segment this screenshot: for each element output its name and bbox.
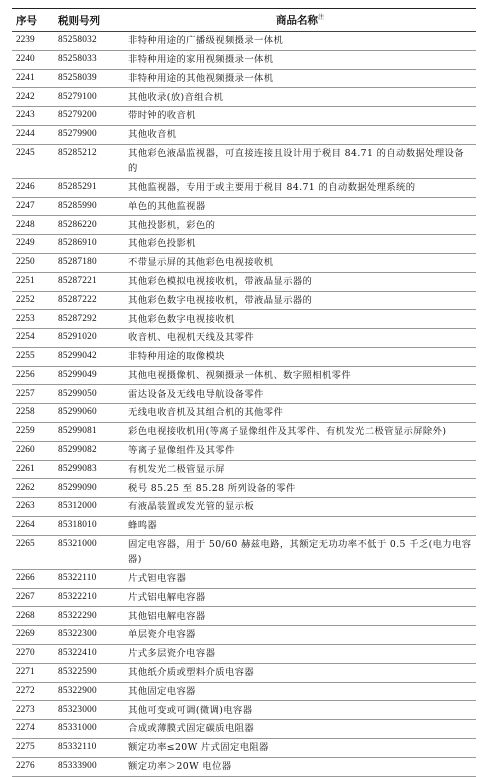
product-name-cell: 有液晶装置或发光管的显示板 — [124, 498, 476, 517]
table-row — [12, 32, 476, 51]
table-row — [12, 69, 476, 88]
serial-number-cell: 2273 — [12, 701, 54, 720]
table-row — [12, 310, 476, 329]
table-body — [12, 32, 476, 777]
serial-number-cell: 2244 — [12, 125, 54, 144]
product-name-cell: 其他固定电容器 — [124, 682, 476, 701]
serial-number-cell: 2263 — [12, 498, 54, 517]
product-name-cell: 非特种用途的家用视频摄录一体机 — [124, 50, 476, 69]
tariff-code-cell: 85299042 — [54, 347, 124, 366]
table-row — [12, 607, 476, 626]
table-row — [12, 423, 476, 442]
product-name-cell: 其他彩色数字电视接收机，带液晶显示器的 — [124, 291, 476, 310]
serial-number-cell: 2249 — [12, 235, 54, 254]
table-row — [12, 50, 476, 69]
product-name-cell: 其他可变或可调(微调)电容器 — [124, 701, 476, 720]
tariff-code-cell: 85322410 — [54, 645, 124, 664]
table-row — [12, 516, 476, 535]
product-name-cell: 片式铝电解电容器 — [124, 588, 476, 607]
tariff-code-cell: 85322590 — [54, 663, 124, 682]
table-row — [12, 125, 476, 144]
tariff-code-cell: 85322210 — [54, 588, 124, 607]
serial-number-cell: 2265 — [12, 535, 54, 569]
table-row — [12, 738, 476, 757]
tariff-code-cell: 85333900 — [54, 757, 124, 776]
tariff-code-cell: 85258039 — [54, 69, 124, 88]
tariff-code-cell: 85331000 — [54, 720, 124, 739]
table-row — [12, 645, 476, 664]
serial-number-cell: 2252 — [12, 291, 54, 310]
product-name-cell: 额定功率＞20W 电位器 — [124, 757, 476, 776]
product-name-cell: 其他彩色投影机 — [124, 235, 476, 254]
table-row — [12, 197, 476, 216]
serial-number-cell: 2241 — [12, 69, 54, 88]
product-name-cell: 额定功率≤20W 片式固定电阻器 — [124, 738, 476, 757]
tariff-code-cell: 85299081 — [54, 423, 124, 442]
product-name-cell: 其他纸介质或塑料介质电容器 — [124, 663, 476, 682]
tariff-code-cell: 85258033 — [54, 50, 124, 69]
table-header-row — [12, 9, 476, 32]
tariff-code-cell: 85287180 — [54, 254, 124, 273]
product-name-cell: 其他收录(放)音组合机 — [124, 88, 476, 107]
table-row — [12, 347, 476, 366]
table-row — [12, 569, 476, 588]
table-row — [12, 460, 476, 479]
tariff-code-cell: 85299049 — [54, 366, 124, 385]
table-row — [12, 366, 476, 385]
serial-number-cell: 2256 — [12, 366, 54, 385]
table-row — [12, 441, 476, 460]
table-row — [12, 701, 476, 720]
product-name-cell: 其他监视器，专用于或主要用于税目 84.71 的自动数据处理系统的 — [124, 178, 476, 197]
serial-number-cell: 2268 — [12, 607, 54, 626]
product-name-cell: 收音机、电视机天线及其零件 — [124, 329, 476, 348]
tariff-code-cell: 85322110 — [54, 569, 124, 588]
tariff-code-cell: 85312000 — [54, 498, 124, 517]
serial-number-cell: 2262 — [12, 479, 54, 498]
product-name-cell: 其他投影机，彩色的 — [124, 216, 476, 235]
table-row — [12, 535, 476, 569]
table-row — [12, 404, 476, 423]
product-name-cell: 其他彩色模拟电视接收机，带液晶显示器的 — [124, 272, 476, 291]
product-name-cell: 其他彩色液晶监视器，可直接连接且设计用于税目 84.71 的自动数据处理设备的 — [124, 144, 476, 178]
tariff-code-cell: 85299050 — [54, 385, 124, 404]
table-row — [12, 107, 476, 126]
tariff-code-cell: 85279900 — [54, 125, 124, 144]
product-name-cell: 非特种用途的广播级视频摄录一体机 — [124, 32, 476, 51]
tariff-code-cell: 85285212 — [54, 144, 124, 178]
tariff-code-cell: 85291020 — [54, 329, 124, 348]
table-row — [12, 254, 476, 273]
table-row — [12, 144, 476, 178]
serial-number-cell: 2251 — [12, 272, 54, 291]
product-name-cell: 有机发光二极管显示屏 — [124, 460, 476, 479]
serial-number-cell: 2275 — [12, 738, 54, 757]
product-name-cell: 非特种用途的其他视频摄录一体机 — [124, 69, 476, 88]
tariff-code-cell: 85286220 — [54, 216, 124, 235]
product-name-cell: 税号 85.25 至 85.28 所列设备的零件 — [124, 479, 476, 498]
product-name-cell: 片式多层瓷介电容器 — [124, 645, 476, 664]
tariff-code-cell: 85279200 — [54, 107, 124, 126]
tariff-code-cell: 85318010 — [54, 516, 124, 535]
tariff-code-cell: 85299083 — [54, 460, 124, 479]
tariff-code-cell: 85287221 — [54, 272, 124, 291]
serial-number-cell: 2247 — [12, 197, 54, 216]
tariff-code-cell: 85321000 — [54, 535, 124, 569]
tariff-code-cell: 85286910 — [54, 235, 124, 254]
product-name-cell: 其他铝电解电容器 — [124, 607, 476, 626]
header-product-name — [124, 9, 476, 32]
serial-number-cell: 2253 — [12, 310, 54, 329]
table-row — [12, 385, 476, 404]
tariff-code-cell: 85285990 — [54, 197, 124, 216]
tariff-code-cell: 85285291 — [54, 178, 124, 197]
product-name-cell: 片式钽电容器 — [124, 569, 476, 588]
serial-number-cell: 2248 — [12, 216, 54, 235]
product-name-cell: 其他彩色数字电视接收机 — [124, 310, 476, 329]
tariff-code-cell: 85299082 — [54, 441, 124, 460]
product-name-cell: 单层瓷介电容器 — [124, 626, 476, 645]
serial-number-cell: 2254 — [12, 329, 54, 348]
tariff-code-cell: 85287292 — [54, 310, 124, 329]
serial-number-cell: 2255 — [12, 347, 54, 366]
product-name-cell: 雷达设备及无线电导航设备零件 — [124, 385, 476, 404]
product-name-cell: 其他收音机 — [124, 125, 476, 144]
tariff-code-cell: 85299060 — [54, 404, 124, 423]
serial-number-cell: 2239 — [12, 32, 54, 51]
table-row — [12, 291, 476, 310]
table-row — [12, 588, 476, 607]
table-row — [12, 479, 476, 498]
tariff-code-cell: 85287222 — [54, 291, 124, 310]
serial-number-cell: 2266 — [12, 569, 54, 588]
product-name-cell: 蜂鸣器 — [124, 516, 476, 535]
table-row — [12, 682, 476, 701]
product-name-cell: 其他电视摄像机、视频摄录一体机、数字照相机零件 — [124, 366, 476, 385]
table-row — [12, 88, 476, 107]
serial-number-cell: 2240 — [12, 50, 54, 69]
serial-number-cell: 2250 — [12, 254, 54, 273]
product-name-cell: 合成或薄膜式固定碳质电阻器 — [124, 720, 476, 739]
serial-number-cell: 2274 — [12, 720, 54, 739]
serial-number-cell: 2243 — [12, 107, 54, 126]
table-row — [12, 272, 476, 291]
product-name-cell: 彩色电视接收机用(等离子显像组件及其零件、有机发光二极管显示屏除外) — [124, 423, 476, 442]
tariff-code-cell: 85322290 — [54, 607, 124, 626]
product-name-cell: 非特种用途的取像模块 — [124, 347, 476, 366]
table-row — [12, 757, 476, 776]
serial-number-cell: 2260 — [12, 441, 54, 460]
table-row — [12, 178, 476, 197]
table-row — [12, 498, 476, 517]
tariff-code-cell: 85322900 — [54, 682, 124, 701]
serial-number-cell: 2264 — [12, 516, 54, 535]
serial-number-cell: 2242 — [12, 88, 54, 107]
serial-number-cell: 2272 — [12, 682, 54, 701]
serial-number-cell: 2258 — [12, 404, 54, 423]
table-row — [12, 329, 476, 348]
tariff-code-cell: 85322300 — [54, 626, 124, 645]
table-row — [12, 216, 476, 235]
serial-number-cell: 2267 — [12, 588, 54, 607]
tariff-table — [12, 8, 476, 777]
product-name-cell: 无线电收音机及其组合机的其他零件 — [124, 404, 476, 423]
serial-number-cell: 2246 — [12, 178, 54, 197]
tariff-code-cell: 85258032 — [54, 32, 124, 51]
serial-number-cell: 2270 — [12, 645, 54, 664]
serial-number-cell: 2259 — [12, 423, 54, 442]
tariff-list-page — [12, 8, 476, 777]
header-tariff-code: 税则号列 — [54, 9, 124, 32]
table-row — [12, 626, 476, 645]
product-name-cell: 单色的其他监视器 — [124, 197, 476, 216]
table-row — [12, 235, 476, 254]
serial-number-cell: 2261 — [12, 460, 54, 479]
serial-number-cell: 2245 — [12, 144, 54, 178]
tariff-code-cell: 85332110 — [54, 738, 124, 757]
serial-number-cell: 2269 — [12, 626, 54, 645]
header-product-name-label: 商品名称 — [275, 14, 318, 27]
tariff-code-cell: 85299090 — [54, 479, 124, 498]
table-row — [12, 720, 476, 739]
product-name-cell: 等离子显像组件及其零件 — [124, 441, 476, 460]
product-name-cell: 不带显示屏的其他彩色电视接收机 — [124, 254, 476, 273]
table-row — [12, 663, 476, 682]
serial-number-cell: 2257 — [12, 385, 54, 404]
tariff-code-cell: 85323000 — [54, 701, 124, 720]
serial-number-cell: 2271 — [12, 663, 54, 682]
tariff-code-cell: 85279100 — [54, 88, 124, 107]
product-name-cell: 固定电容器，用于 50/60 赫兹电路，其额定无功功率不低于 0.5 千乏(电力电容器) — [124, 535, 476, 569]
product-name-cell: 带时钟的收音机 — [124, 107, 476, 126]
serial-number-cell: 2276 — [12, 757, 54, 776]
header-note-marker: 注 — [317, 14, 324, 22]
header-serial-number: 序号 — [12, 9, 54, 32]
